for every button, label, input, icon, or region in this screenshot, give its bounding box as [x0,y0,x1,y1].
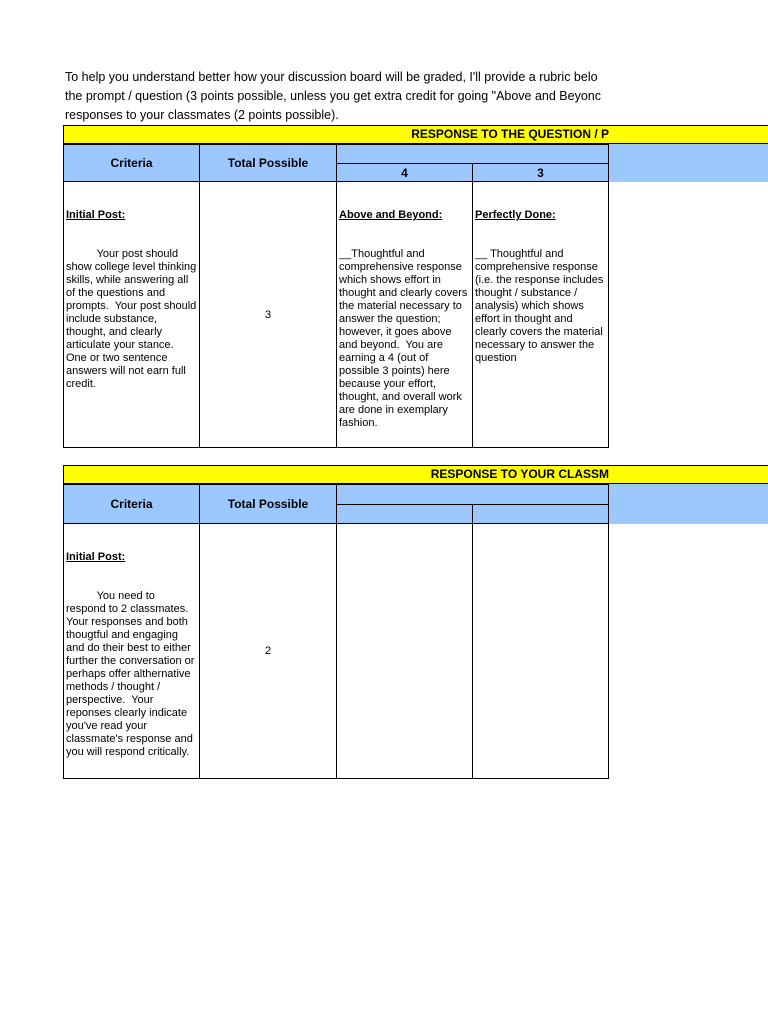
score-4-description: __Thoughtful and comprehensive response which shows effort in thought and clearly covers the material necessary to answer the question; however, it goes above and beyond. You are earning a 4 (out of possible 3 points) here because your effort, thought, and overall work are done in exemplary fashion. [339,248,471,429]
intro-line-2: the prompt / question (3 points possible, unless you get extra credit for going "Above and Beyonc [65,89,602,103]
score-3-header: 3 [472,163,609,182]
intro-line-1: To help you understand better how your discussion board will be graded, I'll provide a rubric belo [65,70,598,84]
rubric-table-question [63,125,768,448]
score-4-header: 4 [336,163,473,182]
total-possible-header: Total Possible [199,484,337,524]
section-banner: RESPONSE TO THE QUESTION / P [63,125,768,144]
criteria-title: Initial Post: [66,551,126,563]
criteria-title: Initial Post: [66,209,126,221]
score-4-title: Above and Beyond: [339,209,443,221]
score-4-cell [336,181,473,448]
total-possible-value: 2 [264,645,272,657]
criteria-cell [63,523,200,779]
score-3-title: Perfectly Done: [475,209,556,221]
criteria-description: Your post should show college level thinking skills, while answering all of the questions and prompts. Your post should include substance, thought, and clearly articulate your stance. One or two sentence answers will not earn full credit. [66,248,200,390]
criteria-cell [63,181,200,448]
total-possible-header: Total Possible [199,144,337,182]
total-possible-value: 3 [264,308,272,321]
score-3-description: __ Thoughtful and comprehensive response (i.e. the response includes thought / substance / analysis) which shows effort in thought and clearly covers the material necessary to answer the question [475,248,607,364]
criteria-header: Criteria [63,484,200,524]
rubric-table-classmates [63,465,768,779]
score-3-header [472,504,609,524]
criteria-header: Criteria [63,144,200,182]
intro-line-3: responses to your classmates (2 points possible). [65,108,339,122]
score-4-cell [336,523,473,779]
intro-text [65,68,768,125]
score-header-top [336,484,609,505]
score-header-top [336,144,609,164]
score-4-header [336,504,473,524]
score-3-cell [472,181,609,448]
total-possible-cell [199,181,337,448]
criteria-description: You need to respond to 2 classmates. Your responses and both thougtful and engaging and do their best to either further the conversation or perhaps offer althernative methods / thought / perspective. Your reponses clearly indicate you've read your classmate's response and you will respond critically. [66,590,198,758]
section-banner: RESPONSE TO YOUR CLASSM [63,465,768,484]
score-3-cell [472,523,609,779]
total-possible-cell [199,523,337,779]
